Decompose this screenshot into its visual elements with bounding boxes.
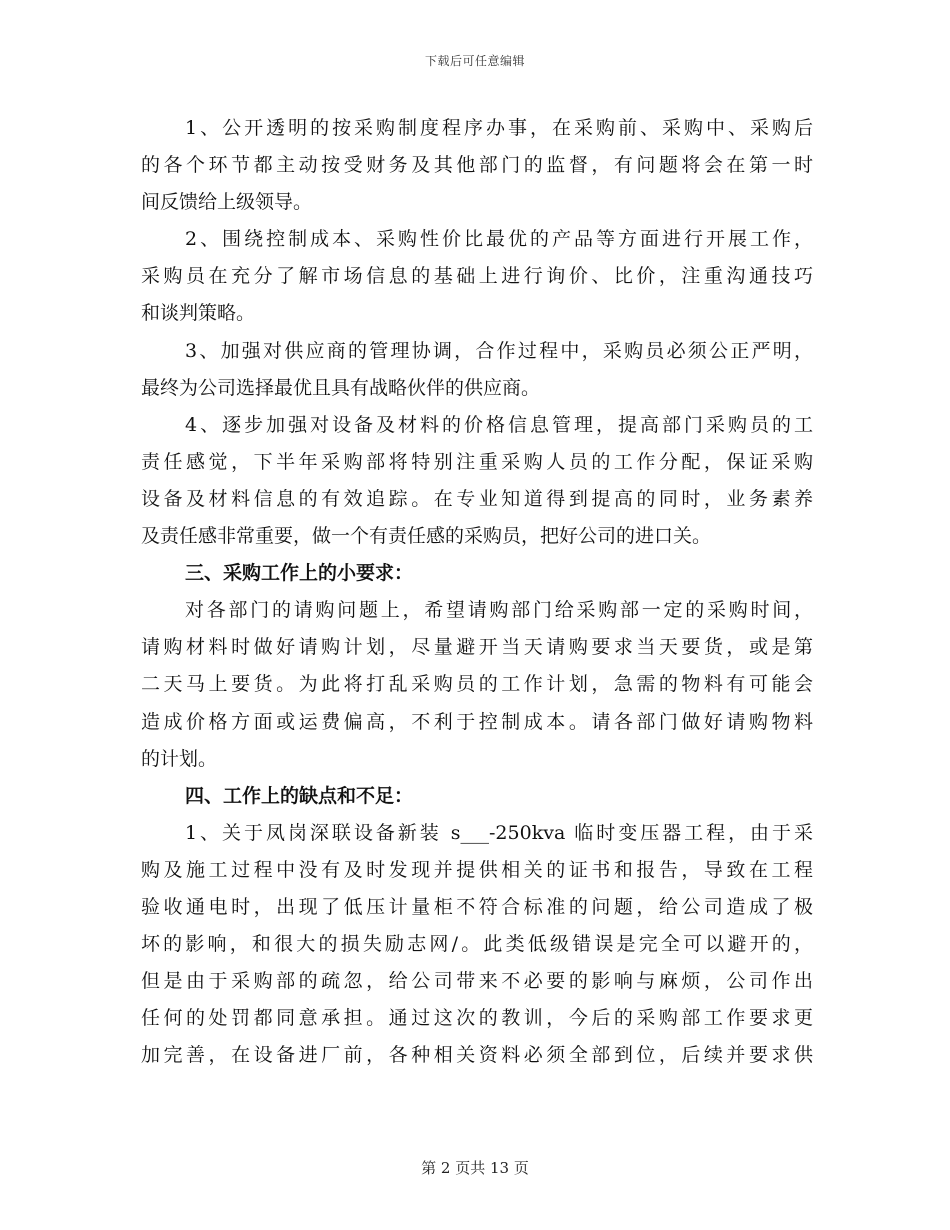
paragraph-line: 责任感觉，下半年采购部将特别注重采购人员的工作分配，保证采购 — [141, 450, 813, 473]
paragraph-line: 加完善，在设备进厂前，各种相关资料必须全部到位，后续并要求供 — [141, 1044, 813, 1067]
paragraph-line: 采购员在充分了解市场信息的基础上进行询价、比价，注重沟通技巧 — [141, 265, 813, 288]
paragraph-line: 间反馈给上级领导。 — [141, 191, 313, 214]
paragraph-line: 但是由于采购部的疏忽，给公司带来不必要的影响与麻烦，公司作出 — [141, 970, 813, 993]
page-header: 下载后可任意编辑 — [424, 54, 525, 68]
paragraph-line: 和谈判策略。 — [141, 302, 256, 325]
paragraph-line: 任何的处罚都同意承担。通过这次的教训，今后的采购部工作要求更 — [141, 1007, 813, 1030]
paragraph-line: 请购材料时做好请购计划，尽量避开当天请购要求当天要货，或是第 — [141, 636, 813, 659]
paragraph-line: 验收通电时，出现了低压计量柜不符合标准的问题，给公司造成了极 — [141, 895, 813, 918]
paragraph-line: 1、关于凤岗深联设备新装 s___-250kva 临时变压器工程，由于采 — [185, 821, 813, 844]
paragraph-line: 坏的影响，和很大的损失励志网/。此类低级错误是完全可以避开的， — [141, 933, 813, 956]
paragraph-line: 及责任感非常重要，做一个有责任感的采购员，把好公司的进口关。 — [141, 525, 712, 548]
paragraph-line: 的各个环节都主动按受财务及其他部门的监督，有问题将会在第一时 — [141, 154, 813, 177]
paragraph-line: 1、公开透明的按采购制度程序办事，在采购前、采购中、采购后 — [185, 117, 813, 139]
paragraph-line: 造成价格方面或运费偏高，不利于控制成本。请各部门做好请购物料 — [141, 710, 813, 733]
document-body — [141, 110, 813, 1074]
paragraph-line: 设备及材料信息的有效追踪。在专业知道得到提高的同时，业务素养 — [141, 487, 813, 510]
section-heading: 三、采购工作上的小要求： — [185, 562, 414, 585]
page-footer: 第 2 页共 13 页 — [421, 1159, 529, 1177]
section-heading: 四、工作上的缺点和不足： — [185, 784, 414, 807]
paragraph-line: 3、加强对供应商的管理协调，合作过程中，采购员必须公正严明， — [185, 339, 813, 362]
paragraph-line: 对各部门的请购问题上，希望请购部门给采购部一定的采购时间， — [185, 599, 813, 622]
paragraph-line: 的计划。 — [141, 747, 218, 770]
paragraph-line: 2、围绕控制成本、采购性价比最优的产品等方面进行开展工作， — [185, 228, 813, 251]
paragraph-line: 4、逐步加强对设备及材料的价格信息管理，提高部门采购员的工 — [185, 413, 813, 436]
paragraph-line: 最终为公司选择最优且具有战略伙伴的供应商。 — [141, 376, 541, 399]
paragraph-line: 二天马上要货。为此将打乱采购员的工作计划，急需的物料有可能会 — [141, 673, 813, 696]
paragraph-line: 购及施工过程中没有及时发现并提供相关的证书和报告，导致在工程 — [141, 858, 813, 881]
